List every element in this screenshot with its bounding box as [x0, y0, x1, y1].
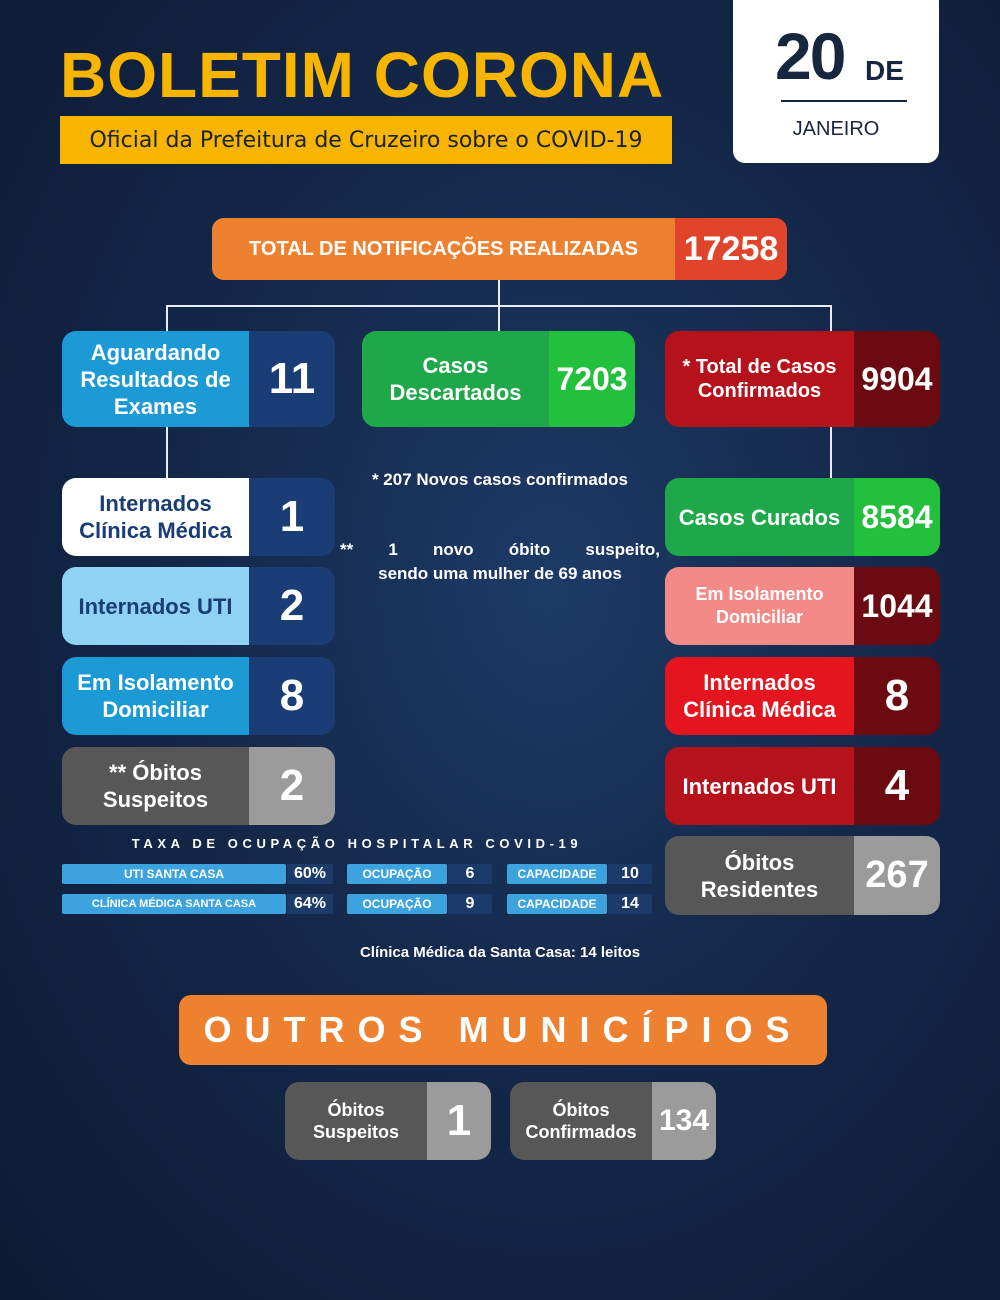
isolamento-right-label: Em Isolamento Domiciliar: [665, 567, 854, 645]
aguardando-label: Aguardando Resultados de Exames: [62, 331, 249, 427]
isolamento-right-value: 1044: [854, 567, 940, 645]
internados-uti-right-value: 4: [854, 747, 940, 825]
connector-line: [498, 280, 500, 306]
confirmados-label: * Total de Casos Confirmados: [665, 331, 854, 427]
date-de: DE: [865, 55, 904, 86]
obitos-suspeitos-label: ** Óbitos Suspeitos: [62, 747, 249, 825]
confirmados-value: 9904: [854, 331, 940, 427]
taxa-row-ocupacao-label: OCUPAÇÃO: [347, 864, 447, 884]
taxa-row-ocupacao-label: OCUPAÇÃO: [347, 894, 447, 914]
outros-obitos-suspeitos-box: [285, 1082, 491, 1160]
date-badge: [733, 0, 939, 163]
descartados-label: Casos Descartados: [362, 331, 549, 427]
internados-clinica-left-label: Internados Clínica Médica: [62, 478, 249, 556]
curados-box: [665, 478, 940, 556]
outros-obitos-suspeitos-label: Óbitos Suspeitos: [285, 1082, 427, 1160]
outros-obitos-confirmados-value: 134: [652, 1082, 716, 1160]
obitos-residentes-label: Óbitos Residentes: [665, 836, 854, 915]
isolamento-left-box: [62, 657, 335, 735]
aguardando-value: 11: [249, 331, 335, 427]
taxa-row-capacidade-label: CAPACIDADE: [507, 894, 607, 914]
internados-clinica-left-box: [62, 478, 335, 556]
outros-obitos-confirmados-box: [510, 1082, 716, 1160]
taxa-row-percent: 60%: [287, 864, 333, 884]
internados-uti-right-label: Internados UTI: [665, 747, 854, 825]
taxa-row-label: UTI SANTA CASA: [62, 864, 286, 884]
connector-line: [498, 305, 500, 333]
confirmados-box: [665, 331, 940, 427]
obitos-suspeitos-box: [62, 747, 335, 825]
connector-line: [166, 305, 168, 333]
outros-obitos-confirmados-label: Óbitos Confirmados: [510, 1082, 652, 1160]
taxa-row-capacidade: 10: [608, 864, 652, 884]
taxa-row-percent: 64%: [287, 894, 333, 914]
isolamento-left-label: Em Isolamento Domiciliar: [62, 657, 249, 735]
internados-uti-left-label: Internados UTI: [62, 567, 249, 645]
taxa-row-ocupacao: 6: [448, 864, 492, 884]
connector-line: [830, 426, 832, 480]
total-notificacoes: [212, 218, 787, 280]
aguardando-box: [62, 331, 335, 427]
connector-line: [830, 305, 832, 333]
taxa-row-label: CLÍNICA MÉDICA SANTA CASA: [62, 894, 286, 914]
curados-value: 8584: [854, 478, 940, 556]
total-label: TOTAL DE NOTIFICAÇÕES REALIZADAS: [249, 237, 638, 260]
internados-clinica-right-label: Internados Clínica Médica: [665, 657, 854, 735]
obitos-residentes-value: 267: [854, 836, 940, 915]
novo-obito-note-line1: ** 1 novo óbito suspeito,: [340, 540, 660, 559]
novos-casos-note: * 207 Novos casos confirmados: [371, 470, 629, 489]
internados-clinica-right-value: 8: [854, 657, 940, 735]
internados-clinica-left-value: 1: [249, 478, 335, 556]
descartados-value: 7203: [549, 331, 635, 427]
novo-obito-note-line2: sendo uma mulher de 69 anos: [378, 564, 622, 583]
isolamento-left-value: 8: [249, 657, 335, 735]
leitos-note: Clínica Médica da Santa Casa: 14 leitos: [359, 944, 641, 961]
connector-line: [166, 426, 168, 480]
internados-uti-right-box: [665, 747, 940, 825]
descartados-box: [362, 331, 635, 427]
page-subtitle: Oficial da Prefeitura de Cruzeiro sobre o COVID-19: [60, 116, 672, 164]
obitos-residentes-box: [665, 836, 940, 915]
outros-obitos-suspeitos-value: 1: [427, 1082, 491, 1160]
isolamento-right-box: [665, 567, 940, 645]
page-title: BOLETIM CORONA: [60, 39, 665, 111]
taxa-row-ocupacao: 9: [448, 894, 492, 914]
curados-label: Casos Curados: [665, 478, 854, 556]
date-month: JANEIRO: [792, 118, 880, 140]
date-day: 20: [775, 19, 845, 93]
outros-municipios-title: OUTROS MUNICÍPIOS: [179, 995, 827, 1065]
taxa-row-capacidade-label: CAPACIDADE: [507, 864, 607, 884]
date-divider: [781, 100, 907, 102]
taxa-row-capacidade: 14: [608, 894, 652, 914]
internados-clinica-right-box: [665, 657, 940, 735]
total-value: 17258: [675, 218, 787, 280]
internados-uti-left-value: 2: [249, 567, 335, 645]
internados-uti-left-box: [62, 567, 335, 645]
taxa-ocupacao-title: TAXA DE OCUPAÇÃO HOSPITALAR COVID-19: [131, 836, 583, 851]
obitos-suspeitos-value: 2: [249, 747, 335, 825]
